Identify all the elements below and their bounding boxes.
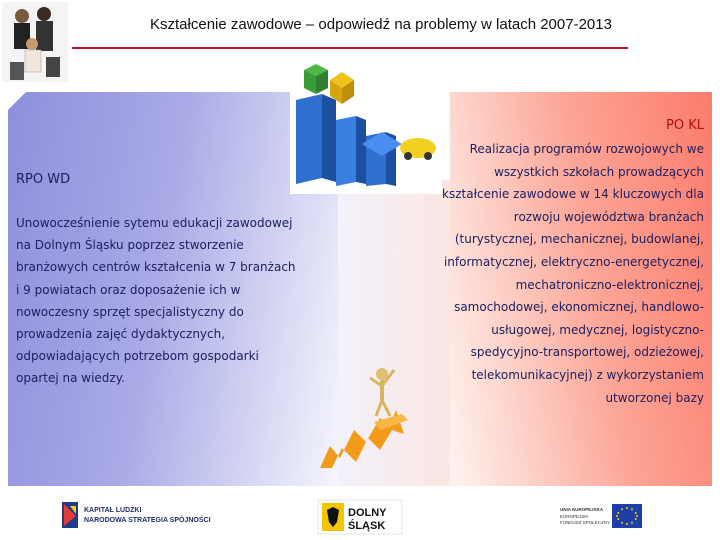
dolny-slask-logo — [318, 500, 402, 534]
panel-corner-notch — [8, 92, 26, 110]
ue-logo-line1: UNIA EUROPEJSKA — [560, 507, 604, 512]
ue-logo-line3: FUNDUSZ SPOŁECZNY — [560, 520, 611, 525]
climbing-figure-image — [310, 360, 410, 472]
ue-logo-line2: EUROPEJSKI — [560, 514, 589, 519]
po-kl-description: Realizacja programów rozwojowych we wszystkich szkołach prowadzących kształcenie zawodowe w 14 kluczowych dla rozwoju województwa branżach (turystycznej, mechanicznej, budowlanej, informatycznej, elektryczno-energetycznej, mechatroniczno-elektronicznej, samochodowej, ekonomicznej, handlowo-usługowej, medycznej, logistyczno-spedycyjno-transportowej, odzieżowej, telekomunikacyjnej) z wykorzystaniem utworzonej bazy — [442, 142, 704, 405]
unia-europejska-logo — [560, 503, 642, 529]
kapital-ludzki-logo — [62, 500, 211, 530]
rpo-wd-heading: RPO WD — [16, 172, 71, 187]
title-divider — [72, 47, 628, 49]
kapital-ludzki-logo-subtitle: NARODOWA STRATEGIA SPÓJNOŚCI — [84, 517, 211, 524]
slide-title: Kształcenie zawodowe – odpowiedź na problemy w latach 2007-2013 — [150, 16, 612, 33]
po-kl-heading: PO KL — [666, 118, 704, 133]
kapital-ludzki-logo-title: KAPITAŁ LUDZKI — [84, 507, 142, 514]
building-blocks-image — [290, 60, 442, 194]
people-photo — [2, 2, 68, 82]
rpo-wd-description: Unowocześnienie sytemu edukacji zawodowej na Dolnym Śląsku poprzez stworzenie branżowych centrów kształcenia w 7 branżach i 9 powiatach oraz doposażenie ich w nowoczesny sprzęt specjalistyczny do prowadzenia zajęć dydaktycznych, odpowiadających potrzebom gospodarki opartej na wiedzy. — [16, 216, 296, 386]
dolny-slask-logo-line2: ŚLĄSK — [348, 520, 386, 532]
dolny-slask-logo-line1: DOLNY — [348, 507, 387, 519]
